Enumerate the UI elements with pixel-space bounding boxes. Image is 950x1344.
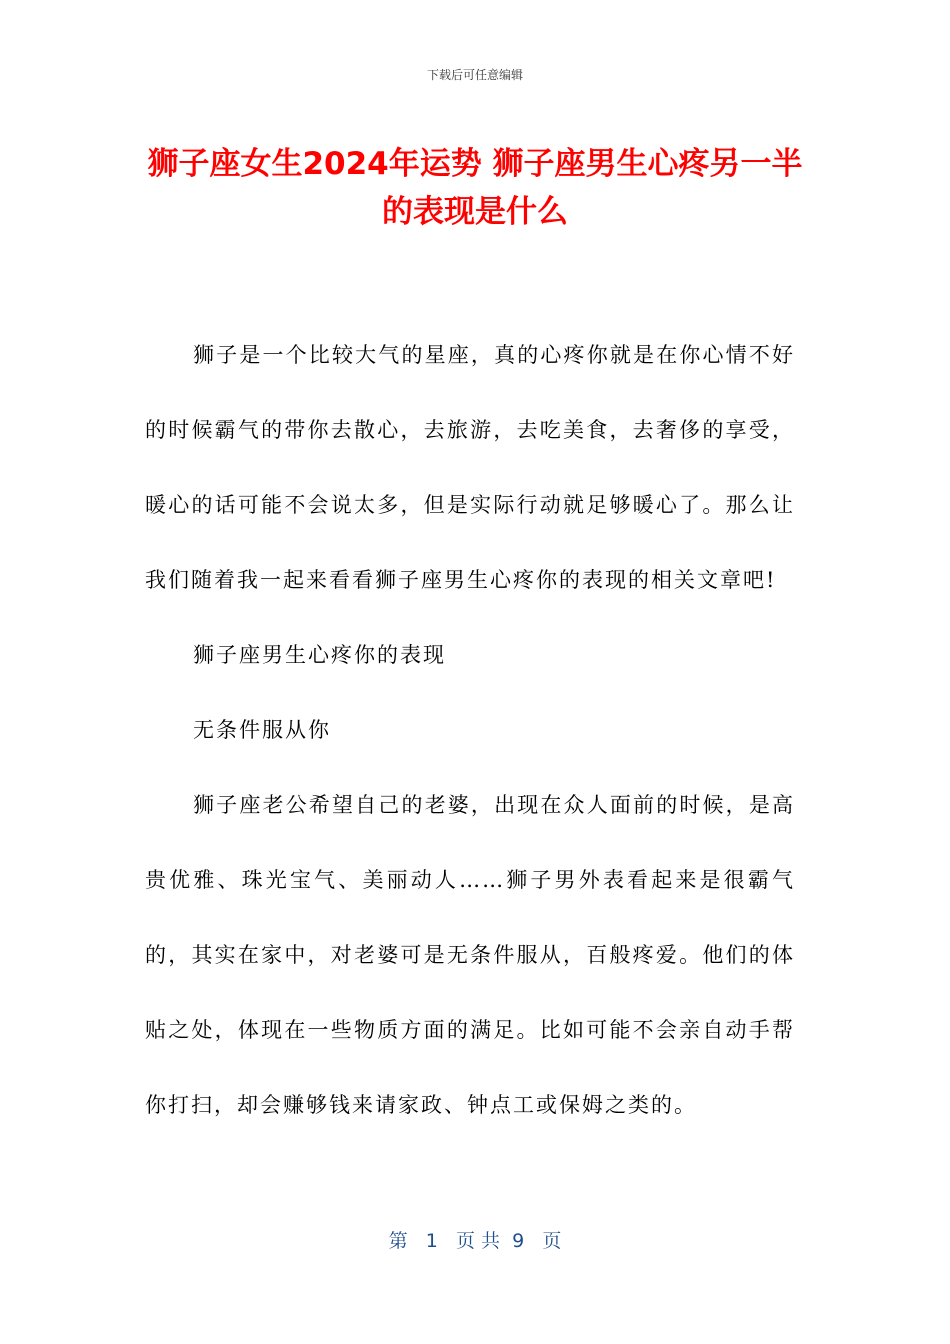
paragraph-intro: 狮子是一个比较大气的星座，真的心疼你就是在你心情不好的时候霸气的带你去散心，去旅游，去吃美食，去奢侈的享受，暖心的话可能不会说太多，但是实际行动就足够暖心了。那么让我们随着我一起来看看狮子座男生心疼你的表现的相关文章吧! [145,343,795,592]
document-body [145,318,795,1143]
document-title: 狮子座女生2024年运势 狮子座男生心疼另一半的表现是什么 [147,146,803,230]
page-footer: 第 1 页 共 9 页 [388,1230,562,1252]
subsection-heading: 无条件服从你 [193,718,331,742]
header-note: 下载后可任意编辑 [426,68,523,82]
section-heading: 狮子座男生心疼你的表现 [193,643,446,667]
paragraph-body: 狮子座老公希望自己的老婆，出现在众人面前的时候，是高贵优雅、珠光宝气、美丽动人……狮子男外表看起来是很霸气的，其实在家中，对老婆可是无条件服从，百般疼爱。他们的体贴之处，体现在一些物质方面的满足。比如可能不会亲自动手帮你打扫，却会赚够钱来请家政、钟点工或保姆之类的。 [145,793,795,1117]
